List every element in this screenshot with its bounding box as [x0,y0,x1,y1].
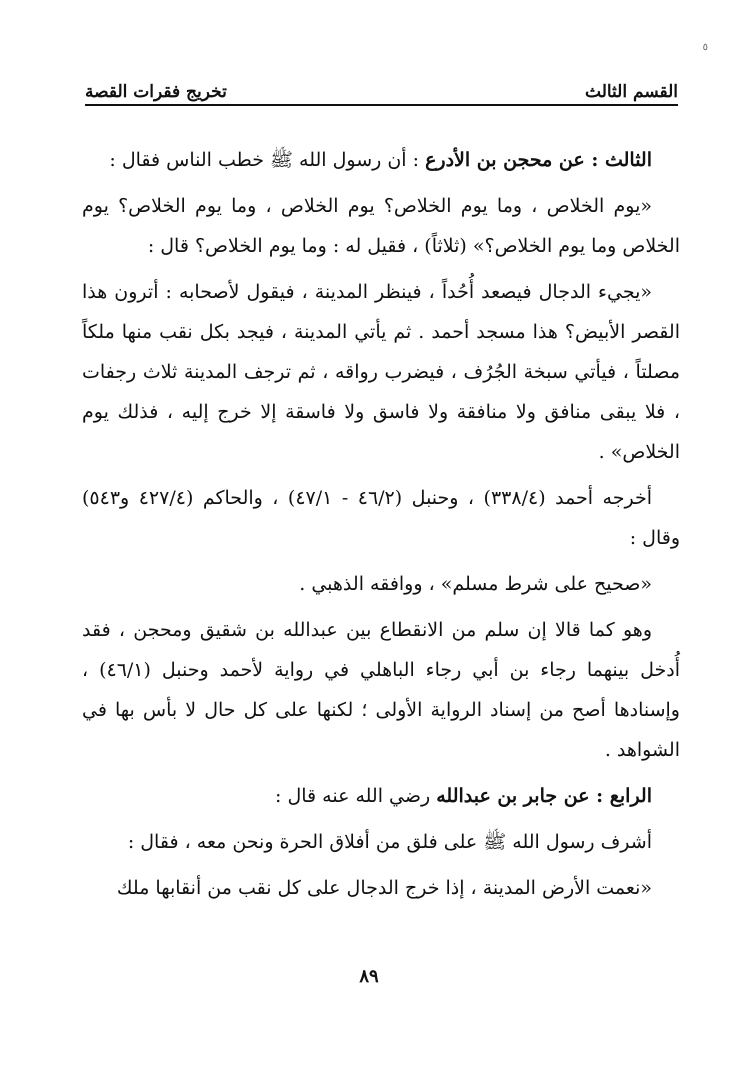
corner-mark: ٥ [702,42,708,53]
paragraph-text: أشرف رسول الله ﷺ على فلق من أفلاق الحرة ونحن معه ، فقال : [127,831,652,853]
paragraph-text: : أن رسول الله ﷺ خطب الناس فقال : [109,149,426,171]
narration-heading: الرابع : عن جابر بن عبدالله [436,785,652,807]
running-header [85,62,678,102]
paragraph-fourth-narration [82,776,680,816]
header-section-title: القسم الثالث [585,82,678,102]
paragraph-dajjal-quote [82,272,680,472]
header-chapter-title: تخريج فقرات القصة [85,82,227,102]
paragraph-third-narration [82,140,680,180]
paragraph-takhrij [82,478,680,558]
body-text [82,140,680,914]
paragraph-grading [82,564,680,604]
paragraph-text: رضي الله عنه قال : [275,785,437,807]
paragraph-text: «يجيء الدجال فيصعد أُحُداً ، فينظر المدينة ، فيقول لأصحابه : أترون هذا القصر الأبيض؟ هذا مسجد أحمد . ثم يأتي المدينة ، فيجد بكل نقب منها ملكاً مصلتاً ، فيأتي سبخة الجُرُف ، فيضرب رواقه ، ثم ترجف المدينة ثلاث رجفات ، فلا يبقى منافق ولا منافقة ولا فاسق ولا فاسقة إلا خرج إليه ، فذلك يوم الخلاص» . [82,281,680,463]
paragraph-text: «صحيح على شرط مسلم» ، ووافقه الذهبي . [299,573,652,595]
paragraph-commentary [82,610,680,770]
header-divider [85,104,678,106]
paragraph-text: «نعمت الأرض المدينة ، إذا خرج الدجال على كل نقب من أنقابها ملك [116,877,652,899]
narration-heading: الثالث : عن محجن بن الأدرع [425,149,652,171]
paragraph-text: وهو كما قالا إن سلم من الانقطاع بين عبدالله بن شقيق ومحجن ، فقد أُدخل بينهما رجاء بن أبي رجاء الباهلي في رواية لأحمد وحنبل (٤٦/١) ، وإسنادها أصح من إسناد الرواية الأولى ؛ لكنها على كل حال لا بأس بها في الشواهد . [82,619,680,761]
paragraph-ashrafa [82,822,680,862]
paragraph-nimat-al-ard [82,868,680,908]
paragraph-hadith-quote [82,186,680,266]
paragraph-text: أخرجه أحمد (٣٣٨/٤) ، وحنبل (٤٦/٢ - ٤٧/١) ، والحاكم (٤٢٧/٤ و٥٤٣) وقال : [82,487,680,549]
paragraph-text: «يوم الخلاص ، وما يوم الخلاص؟ يوم الخلاص ، وما يوم الخلاص؟ يوم الخلاص وما يوم الخلاص؟» (ثلاثاً) ، فقيل له : وما يوم الخلاص؟ قال : [82,195,680,257]
page-number: ٨٩ [359,966,379,987]
